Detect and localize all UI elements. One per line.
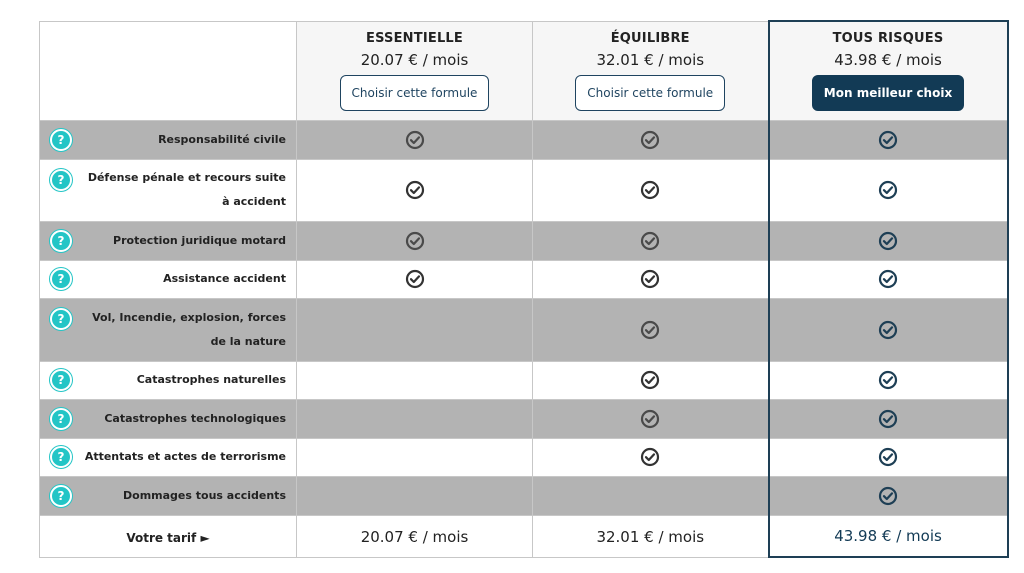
help-icon[interactable]: ? (50, 485, 72, 507)
coverage-cell (533, 438, 769, 476)
coverage-label: Dommages tous accidents (123, 488, 286, 502)
check-circle-icon (405, 130, 425, 150)
coverage-row (40, 438, 1008, 476)
plan-price: 43.98 € / mois (834, 51, 942, 69)
check-circle-icon (405, 231, 425, 251)
coverage-cell (533, 361, 769, 399)
check-circle-icon (878, 409, 898, 429)
coverage-label: Catastrophes naturelles (136, 373, 286, 386)
footer-price: 43.98 € / mois (834, 527, 942, 546)
coverage-label-cell (40, 438, 297, 476)
coverage-cell (769, 399, 1008, 438)
coverage-cell (297, 298, 533, 361)
coverage-label: Défense pénale et recours suite à accident (87, 171, 286, 208)
coverage-cell (769, 120, 1008, 159)
coverage-cell (297, 221, 533, 260)
coverage-label-cell (40, 221, 297, 260)
check-circle-icon (640, 180, 660, 200)
coverage-cell (533, 159, 769, 221)
coverage-label-cell (40, 399, 297, 438)
check-circle-icon (878, 231, 898, 251)
coverage-cell (297, 120, 533, 159)
check-circle-icon (878, 447, 898, 467)
plan-name: ESSENTIELLE (365, 30, 463, 46)
plan-price: 20.07 € / mois (360, 50, 469, 69)
check-circle-icon (878, 486, 898, 506)
choose-equilibre-button[interactable]: Choisir cette formule (575, 75, 725, 111)
coverage-cell (297, 399, 533, 438)
help-icon[interactable]: ? (50, 169, 72, 191)
coverage-label-cell (40, 298, 297, 361)
help-icon[interactable]: ? (50, 408, 72, 430)
plan-header-equilibre (533, 21, 769, 120)
help-icon[interactable]: ? (50, 308, 72, 330)
coverage-cell (769, 476, 1008, 515)
help-icon[interactable]: ? (50, 369, 72, 391)
check-circle-icon (640, 409, 660, 429)
check-circle-icon (640, 370, 660, 390)
footer-label-cell (40, 515, 297, 557)
plan-price: 32.01 € / mois (596, 50, 705, 69)
coverage-label: Vol, Incendie, explosion, forces de la nature (92, 310, 286, 348)
help-icon[interactable]: ? (50, 446, 72, 468)
coverage-cell (533, 476, 769, 515)
coverage-label: Catastrophes technologiques (104, 411, 286, 425)
footer-price-cell (769, 515, 1008, 557)
check-circle-icon (878, 370, 898, 390)
coverage-cell (769, 221, 1008, 260)
coverage-cell (769, 298, 1008, 361)
coverage-cell (297, 260, 533, 298)
help-icon[interactable]: ? (50, 129, 72, 151)
check-circle-icon (878, 180, 898, 200)
coverage-cell (533, 399, 769, 438)
coverage-cell (297, 476, 533, 515)
best-choice-button[interactable]: Mon meilleur choix (812, 75, 964, 111)
footer-price: 32.01 € / mois (596, 527, 705, 546)
coverage-row (40, 221, 1008, 260)
plan-header-tous-risques (769, 21, 1008, 120)
footer-price: 20.07 € / mois (360, 527, 469, 546)
comparison-table (39, 20, 1009, 558)
coverage-label-cell (40, 476, 297, 515)
check-circle-icon (878, 320, 898, 340)
coverage-cell (533, 298, 769, 361)
coverage-label: Responsabilité civile (158, 132, 286, 146)
coverage-row (40, 120, 1008, 159)
check-circle-icon (878, 269, 898, 289)
check-circle-icon (405, 180, 425, 200)
coverage-label-cell (40, 120, 297, 159)
coverage-row (40, 476, 1008, 515)
check-circle-icon (640, 320, 660, 340)
header-blank-cell (40, 21, 297, 120)
your-rate-label: Votre tarif ► (126, 530, 210, 545)
coverage-cell (533, 120, 769, 159)
coverage-cell (769, 260, 1008, 298)
coverage-cell (533, 221, 769, 260)
coverage-cell (297, 361, 533, 399)
help-icon[interactable]: ? (50, 230, 72, 252)
plan-name: ÉQUILIBRE (610, 30, 690, 46)
footer-price-cell (297, 515, 533, 557)
coverage-label-cell (40, 361, 297, 399)
coverage-label: Assistance accident (163, 272, 286, 285)
check-circle-icon (640, 130, 660, 150)
check-circle-icon (640, 231, 660, 251)
check-circle-icon (640, 447, 660, 467)
coverage-row (40, 260, 1008, 298)
coverage-label: Attentats et actes de terrorisme (84, 450, 286, 463)
price-footer-row (40, 515, 1008, 557)
check-circle-icon (878, 130, 898, 150)
plans-header-row (40, 21, 1008, 120)
coverage-label-cell (40, 260, 297, 298)
coverage-label: Protection juridique motard (113, 233, 286, 247)
coverage-cell (297, 438, 533, 476)
check-circle-icon (405, 269, 425, 289)
coverage-row (40, 159, 1008, 221)
plan-name: TOUS RISQUES (832, 31, 944, 46)
coverage-cell (769, 159, 1008, 221)
plan-header-essentielle (297, 21, 533, 120)
coverage-row (40, 399, 1008, 438)
coverage-label-cell (40, 159, 297, 221)
coverage-row (40, 361, 1008, 399)
coverage-row (40, 298, 1008, 361)
choose-essentielle-button[interactable]: Choisir cette formule (340, 75, 490, 111)
coverage-cell (533, 260, 769, 298)
footer-price-cell (533, 515, 769, 557)
coverage-cell (769, 438, 1008, 476)
help-icon[interactable]: ? (50, 268, 72, 290)
check-circle-icon (640, 269, 660, 289)
coverage-cell (297, 159, 533, 221)
coverage-cell (769, 361, 1008, 399)
